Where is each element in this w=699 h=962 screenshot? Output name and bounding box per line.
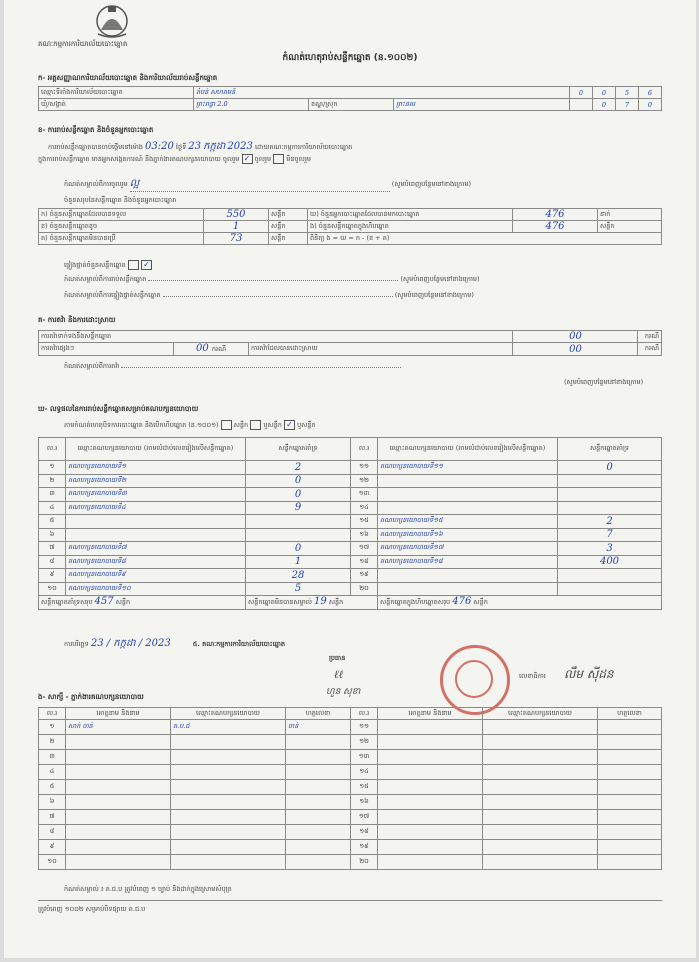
result-no: ១១ [351,461,378,475]
result-check-c-label: ឬសន្លឹក [297,421,316,429]
witness-sign [286,780,351,795]
section4-subline: តាមកំណត់ហេតុបិទការបោះឆ្នោត និងបើកហិបឆ្នោត (ន.១០០១) [64,421,219,429]
witness-name [66,750,171,765]
observer-note: (សូមបំពេញបន្ថែមនៅខាងក្រោម) [391,180,472,188]
secretary-name: លឹម ស៊ីដន [564,667,614,681]
witness-name [66,855,171,870]
witness-no: ១៣ [351,750,378,765]
complaint-row1-unit: ករណី [638,331,662,343]
time-line-suffix: ដោយគណៈកម្មការការិយាល័យបោះឆ្នោត [254,143,353,151]
witness-party [171,780,286,795]
table-row [39,542,662,556]
date-label: ថ្ងៃទី [175,143,187,151]
witness-no: ១៦ [351,795,378,810]
witness-cell [598,780,662,795]
result-party: គណបក្សនយោបាយទី១៥ [378,515,558,529]
result-check-b-label: ឬសន្លឹក [263,421,282,429]
witness-no: ១៥ [351,780,378,795]
result-party: គណបក្សនយោបាយទី៩ [66,569,246,583]
result-party [378,501,558,515]
chair-signature: ℓℓ [334,668,344,681]
witness-party [171,765,286,780]
result-no: ៧ [39,542,66,556]
table-row [39,569,662,583]
section1-heading: ក- អត្តសញ្ញាណការិយាល័យបោះឆ្នោត និងការិយាល័យរាប់សន្លឹកឆ្នោត [38,74,218,82]
complaint-note: កំណត់សម្គាល់ពីការតវ៉ា [64,362,120,370]
participation-yes-checkbox[interactable]: ✓ [242,154,253,164]
invalid-label: សន្លឹកឆ្នោតមិនបានសម្គាល់ [248,598,312,607]
row2-value2: ព្រះនគរ [396,99,416,108]
witness-no: ១០ [39,855,66,870]
ministry-name: គណៈកម្មការការិយាល័យបោះឆ្នោត [38,40,128,48]
result-party: គណបក្សនយោបាយទី៧ [66,542,246,556]
date-label: ការបរិច្ឆេទ [64,640,89,648]
section2-heading: ខ- ការរាប់សន្លឹកឆ្នោត និងចំនួនអ្នកបោះឆ្នោត [38,126,154,134]
invalid-value: 19 [314,596,327,608]
result-party: គណបក្សនយោបាយទី៨ [66,555,246,569]
col-party: ឈ្មោះគណបក្សនយោបាយ [171,708,286,720]
witness-no: ៣ [39,750,66,765]
box-value: 476 [452,596,472,608]
witness-cell [483,780,598,795]
result-party: គណបក្សនយោបាយទី១៨ [378,555,558,569]
result-no: ១២ [351,474,378,488]
witness-cell [598,765,662,780]
col-name: គោត្តនាម និងនាម [378,708,483,720]
section4-heading: ឃ- លទ្ធផលនៃការរាប់សន្លឹកឆ្នោតសម្រាប់គណបក្សនយោបាយ [38,405,199,413]
result-votes: 1 [246,555,351,569]
witness-cell [378,750,483,765]
date-year: 2023 [227,141,253,152]
participation-yes-label: ចូលរួម [254,155,272,163]
witness-sign [286,795,351,810]
witness-cell [378,720,483,735]
result-party: គណបក្សនយោបាយទី១៦ [378,528,558,542]
result-no: ៤ [39,501,66,515]
chair-name: ហួន សុខា [326,687,361,697]
result-check-c-checkbox[interactable]: ✓ [284,420,295,430]
result-votes [558,474,662,488]
table-row [39,488,662,502]
count-unit: សន្លឹក [269,209,308,221]
table-row [39,750,662,765]
result-no: ៣ [39,488,66,502]
col-party: ឈ្មោះគណបក្សនយោបាយ (តាមលំដាប់លេខរៀងលើសន្លឹកឆ្នោត) [378,438,558,461]
witness-name [66,825,171,840]
witness-no: ៨ [39,825,66,840]
witness-no: ៧ [39,810,66,825]
result-party: គណបក្សនយោបាយទី១០ [66,582,246,596]
table-row [39,795,662,810]
row2-label: ឃុំ/សង្កាត់ [39,99,194,111]
official-seal-icon [440,645,510,715]
emblem-icon [92,2,132,40]
result-no: ១ [39,461,66,475]
witness-no: ៥ [39,780,66,795]
witness-sign [286,810,351,825]
witness-cell [378,810,483,825]
witness-no: ៩ [39,840,66,855]
count-value: 550 [204,209,269,221]
result-party [378,569,558,583]
row1-digit: 5 [616,87,639,99]
table-row [39,825,662,840]
witness-cell [378,780,483,795]
count-unit: សន្លឹក [269,233,308,245]
total-label: សន្លឹកឆ្នោតគាំទ្រសរុប [41,598,93,607]
result-party: គណបក្សនយោបាយទី១ [66,461,246,475]
election-form [4,0,696,958]
result-votes: 400 [558,555,662,569]
witness-cell [598,795,662,810]
witness-name: សាក់ ចាន់ [66,720,171,735]
result-no: ១៨ [351,555,378,569]
witness-cell [598,810,662,825]
witness-cell [483,720,598,735]
witness-name [66,780,171,795]
witness-cell [483,735,598,750]
witness-name [66,810,171,825]
witness-no: ១ [39,720,66,735]
footer-note: កំណត់សម្គាល់ ៖ គ.ជ.ប ត្រូវបំពេញ ១ ច្បាប់ និងដាក់ក្នុងស្រោមសំបុត្រ [64,885,232,893]
result-votes: 0 [246,542,351,556]
result-party [66,515,246,529]
count-table [38,208,662,245]
witness-no: ១២ [351,735,378,750]
witness-cell [378,855,483,870]
witness-party [171,810,286,825]
results-table [38,437,662,610]
count-label: ក) ចំនួនសន្លឹកឆ្នោតដែលបានទទួល [39,209,204,221]
result-votes: 9 [246,501,351,515]
complaint-row2-unit2: ករណី [638,343,662,356]
col-sign: ហត្ថលេខា [286,708,351,720]
participation-no-checkbox[interactable] [273,154,284,164]
result-votes [558,501,662,515]
result-votes [246,528,351,542]
section5-heading: ង- សាក្សី - ភ្នាក់ងារគណបក្សនយោបាយ [38,693,144,701]
witness-cell [378,735,483,750]
witness-party [171,855,286,870]
result-no: ២ [39,474,66,488]
witness-no: ១៩ [351,840,378,855]
table-row [39,765,662,780]
witness-cell [483,810,598,825]
complaint-row2-label2: ការតវ៉ាដែលបានដោះស្រាយ [249,343,513,356]
count-value: 1 [204,221,269,233]
witness-cell [378,795,483,810]
table-row [39,855,662,870]
box-unit: សន្លឹក [473,598,488,607]
result-votes: 0 [246,474,351,488]
witness-party [171,750,286,765]
participation-line: ក្នុងការរាប់សន្លឹកឆ្នោត មានអ្នកសង្កេតការណ៍ និងភ្នាក់ងារគណបក្សនយោបាយ ចូលរួម [38,155,240,163]
result-votes: 3 [558,542,662,556]
identity-table [38,86,662,111]
result-party: គណបក្សនយោបាយទី១៧ [378,542,558,556]
result-votes [558,488,662,502]
result-no: ១០ [39,582,66,596]
check-b-checkbox[interactable]: ✓ [141,260,152,270]
table-row [39,528,662,542]
result-votes: 0 [558,461,662,475]
table-row [39,720,662,735]
result-no: ១៤ [351,501,378,515]
result-no: ១៥ [351,515,378,529]
witness-cell [598,735,662,750]
signing-date: 23 / កក្កដា / 2023 [90,638,171,649]
box-label: សន្លឹកឆ្នោតក្នុងហិបឆ្នោតសរុប [380,598,451,607]
witness-cell [483,765,598,780]
observer-label: កំណត់សម្គាល់ពីការចូលរួម [64,180,128,188]
chair-label: ប្រធាន [329,654,346,662]
witness-no: ១៤ [351,765,378,780]
witness-sign [286,840,351,855]
witness-cell [598,840,662,855]
count-check-formula: ពិនិត្យ ង = ឃ = ក - (ខ + គ) [308,233,662,245]
start-time: 03:20 [144,141,174,152]
witness-cell [378,825,483,840]
count-label: គ) ចំនួនសន្លឹកឆ្នោតមិនបានប្រើ [39,233,204,245]
complaint-row1-value: 00 [513,331,638,343]
result-no: ៨ [39,555,66,569]
witness-no: ១១ [351,720,378,735]
witness-sign [286,855,351,870]
result-party [378,488,558,502]
result-check-a-label: សន្លឹក [233,421,249,429]
witness-cell [378,765,483,780]
secretary-label: លេខាធិការ [519,672,546,680]
result-party [378,474,558,488]
col-sign: ហត្ថលេខា [598,708,662,720]
note1-hint: (សូមបំពេញបន្ថែមនៅខាងក្រោម) [400,275,480,283]
result-party [378,582,558,596]
witness-party [171,825,286,840]
row1-digit: 6 [639,87,662,99]
count-value: 476 [513,209,598,221]
time-line-prefix: ការរាប់សន្លឹកឆ្នោតបានចាប់ផ្ដើមនៅម៉ោង [48,143,143,151]
result-votes: 28 [246,569,351,583]
complaint-row2-unit: ករណី [211,345,227,353]
table-row [39,515,662,529]
invalid-unit: សន្លឹក [328,598,344,607]
bottom-note: ត្រូវបំពេញ ១០០២ សម្រាប់បិទផ្សាយ គ.ជ.ប [38,905,146,913]
complaint-row2-label: ការតវ៉ាផ្សេងៗ [39,343,174,356]
count-label: ខ) ចំនួនសន្លឹកឆ្នោតខូច [39,221,204,233]
row2-digit: 7 [616,99,639,111]
row1-digit: 0 [593,87,616,99]
row2-digit: 0 [639,99,662,111]
witness-cell [483,825,598,840]
complaint-row2-value: 00 [195,343,209,354]
witness-party [171,795,286,810]
note2-hint: (សូមបំពេញបន្ថែមនៅខាងក្រោម) [394,291,474,299]
result-party [66,528,246,542]
witness-sign [286,750,351,765]
count-value: 73 [204,233,269,245]
check-a-checkbox[interactable] [128,260,139,270]
col-name: គោត្តនាម និងនាម [66,708,171,720]
witness-cell [483,795,598,810]
count-unit: នាក់ [598,209,662,221]
count-unit: សន្លឹក [598,221,662,233]
result-party: គណបក្សនយោបាយទី១១ [378,461,558,475]
witness-cell [598,855,662,870]
result-votes: 7 [558,528,662,542]
table-row [39,555,662,569]
col-no: ល.រ [39,708,66,720]
result-votes [558,582,662,596]
result-no: ១៧ [351,542,378,556]
note2-label: កំណត់សម្គាល់ពីការផ្ទៀងផ្ទាត់សន្លឹកឆ្នោត [64,291,161,299]
col-no: ល.រ [351,708,378,720]
count-value: 476 [513,221,598,233]
result-party: គណបក្សនយោបាយទី៤ [66,501,246,515]
witness-no: ៤ [39,765,66,780]
total-value: 457 [94,596,114,608]
result-no: ១៣ [351,488,378,502]
col-party: ឈ្មោះគណបក្សនយោបាយ [483,708,598,720]
check-line: ផ្ទៀងផ្ទាត់ចំនួនសន្លឹកឆ្នោត [64,261,126,269]
witness-party: គ.ប.ជ [171,720,286,735]
witness-cell [378,840,483,855]
result-votes [558,569,662,583]
row2-code: 2.0 [217,99,228,108]
date-day: 23 [188,141,202,152]
witness-sign [286,735,351,750]
col-no: ល.រ [39,438,66,461]
footer-divider [38,900,662,901]
col-no: ល.រ [351,438,378,461]
count-label: ឃ) ចំនួនអ្នកបោះឆ្នោតដែលបានមកបោះឆ្នោត [308,209,513,221]
witness-sign [286,825,351,840]
witness-name [66,735,171,750]
witness-cell [483,840,598,855]
row2-label2: ខណ្ឌ/ស្រុក [309,99,394,111]
witness-sign: ចាន់ [286,720,351,735]
witness-no: ១៧ [351,810,378,825]
row1-label: ឈ្មោះទីតាំងការិយាល័យបោះឆ្នោត [39,87,194,99]
result-votes: 5 [246,582,351,596]
complaint-table [38,330,662,356]
col-votes: សន្លឹកឆ្នោតគាំទ្រ [246,438,351,461]
total-unit: សន្លឹក [115,598,131,607]
result-no: ៥ [39,515,66,529]
table-row [39,582,662,596]
result-party: គណបក្សនយោបាយទី២ [66,474,246,488]
witness-no: ២០ [351,855,378,870]
note1-label: កំណត់សម្គាល់ពីការរាប់សន្លឹកឆ្នោត [64,275,147,283]
result-check-b-checkbox[interactable] [250,420,261,430]
witness-name [66,765,171,780]
section3-heading: គ- ការតវ៉ា និងការដោះស្រាយ [38,316,116,324]
witness-name [66,840,171,855]
witness-cell [598,825,662,840]
result-votes: 2 [558,515,662,529]
witness-table [38,707,662,870]
row2-value: ព្រះពន្លា [196,99,216,108]
witness-no: ៦ [39,795,66,810]
witness-cell [598,750,662,765]
count-unit: សន្លឹក [269,221,308,233]
witness-no: ១៨ [351,825,378,840]
row1-value: តំបន់ សហគមន៍ [196,87,236,96]
result-no: ៩ [39,569,66,583]
witness-name [66,795,171,810]
table-row [39,474,662,488]
count-intro: ចំនួនសរុបនៃសន្លឹកឆ្នោត និងចំនួនអ្នកបោះឆ្នោត [64,196,177,204]
table-row [39,810,662,825]
col-votes: សន្លឹកឆ្នោតគាំទ្រ [558,438,662,461]
witness-cell [483,855,598,870]
participation-no-label: មិនចូលរួម [286,155,312,163]
complaint-row2-value2: 00 [513,343,638,356]
table-row [39,501,662,515]
result-party: គណបក្សនយោបាយទី៣ [66,488,246,502]
row1-digit: 0 [570,87,593,99]
result-no: ១៩ [351,569,378,583]
table-row [39,461,662,475]
result-no: ២០ [351,582,378,596]
form-title: កំណត់ហេតុរាប់សន្លឹកឆ្នោត (ន.១០០២) [282,53,418,63]
result-votes: 2 [246,461,351,475]
result-votes: 0 [246,488,351,502]
count-label: ង) ចំនួនសន្លឹកឆ្នោតក្នុងហិបឆ្នោត [308,221,513,233]
table-row [39,780,662,795]
col-party: ឈ្មោះគណបក្សនយោបាយ (តាមលំដាប់លេខរៀងលើសន្លឹកឆ្នោត) [66,438,246,461]
witness-no: ២ [39,735,66,750]
complaint-note-hint: (សូមបំពេញបន្ថែមនៅខាងក្រោម) [564,378,644,386]
witness-cell [598,720,662,735]
result-no: ៦ [39,528,66,542]
row2-digit: 0 [593,99,616,111]
witness-sign [286,765,351,780]
result-check-a-checkbox[interactable] [221,420,232,430]
table-row [39,840,662,855]
result-no: ១៦ [351,528,378,542]
table-row [39,735,662,750]
witness-party [171,735,286,750]
result-votes [246,515,351,529]
witness-party [171,840,286,855]
observer-value: ល្អ [130,176,390,192]
date-month: កក្កដា [203,141,226,152]
complaint-row1-label: ការតវ៉ាទាក់ទងនឹងសន្លឹកឆ្នោត [39,331,513,343]
witness-cell [483,750,598,765]
committee-label: ៥. គណៈកម្មការការិយាល័យបោះឆ្នោត [192,640,286,648]
